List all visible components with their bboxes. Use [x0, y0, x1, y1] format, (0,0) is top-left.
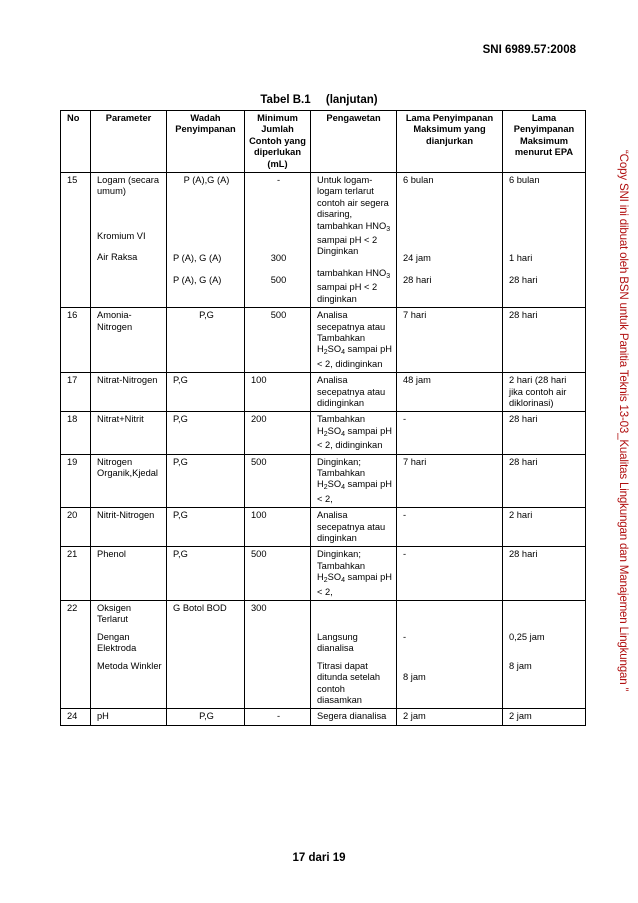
- cell-lama-epa: 2 jam: [503, 709, 586, 725]
- cell-lama-anjuran: 2 jam: [397, 709, 503, 725]
- cell-pengawetan: Segera dianalisa: [311, 709, 397, 725]
- pengawetan-text-mid: SO: [327, 344, 342, 355]
- cell-no: 22: [61, 601, 91, 709]
- parameter-winkler: Metoda Winkler: [97, 660, 162, 671]
- lama-kromium: 24 jam: [403, 253, 431, 264]
- cell-pengawetan: [311, 412, 397, 454]
- table-caption-suffix: (lanjutan): [325, 94, 378, 106]
- cell-no: 19: [61, 454, 91, 508]
- subscript: 2: [323, 577, 328, 585]
- pengawetan-text-end: sampai pH < 2,: [317, 572, 392, 597]
- cell-wadah: P,G: [167, 709, 245, 725]
- pengawetan-air-raksa-text-end: sampai pH < 2 dinginkan: [317, 282, 378, 304]
- lama-air-raksa: 28 hari: [403, 274, 432, 285]
- cell-lama-epa: [503, 601, 586, 709]
- cell-parameter: Phenol: [91, 547, 167, 601]
- minimum-kromium: 300: [270, 253, 287, 264]
- cell-lama-anjuran: -: [397, 412, 503, 454]
- cell-no: 24: [61, 709, 91, 725]
- cell-wadah: P,G: [167, 454, 245, 508]
- lama-logam: 6 bulan: [403, 175, 434, 186]
- copy-watermark-text: “Copy SNI ini dibuat oleh BSN untuk Panitia Teknis 13-03_Kualitas Lingkungan dan Manajemen Lingkungan ”: [617, 150, 630, 692]
- cell-no: 18: [61, 412, 91, 454]
- epa-winkler: 8 jam: [509, 661, 532, 672]
- cell-minimum: 500: [245, 308, 311, 373]
- subscript: 3: [386, 272, 391, 280]
- table-row: [61, 373, 586, 412]
- pengawetan-text-mid: SO: [327, 425, 342, 436]
- cell-minimum: 100: [245, 373, 311, 412]
- table-row: [61, 173, 586, 308]
- subscript: 4: [341, 484, 345, 492]
- cell-lama-epa: [503, 173, 586, 308]
- pengawetan-kromium: Dinginkan: [317, 246, 359, 257]
- table-row: [61, 308, 586, 373]
- wadah-logam: P (A),G (A): [183, 175, 230, 186]
- cell-pengawetan: [311, 308, 397, 373]
- cell-parameter: Nitrit-Nitrogen: [91, 508, 167, 547]
- cell-lama-anjuran: 48 jam: [397, 373, 503, 412]
- cell-pengawetan: Analisa secepatnya atau dinginkan: [311, 508, 397, 547]
- table-row: [61, 412, 586, 454]
- pengawetan-text: Tambahkan H: [317, 414, 366, 436]
- pengawetan-logam: [317, 175, 392, 246]
- cell-minimum: [245, 173, 311, 308]
- epa-air-raksa: 28 hari: [509, 274, 538, 285]
- cell-parameter: [91, 173, 167, 308]
- subscript: 2: [323, 484, 328, 492]
- pengawetan-logam-text: Untuk logam-logam terlarut contoh air segera disaring, tambahkan HNO: [317, 175, 389, 231]
- cell-lama-anjuran: [397, 601, 503, 709]
- pengawetan-text-mid: SO: [327, 479, 342, 490]
- parameter-air-raksa: Air Raksa: [97, 252, 138, 263]
- subscript: 3: [386, 225, 391, 233]
- cell-parameter: Nitrat+Nitrit: [91, 412, 167, 454]
- cell-pengawetan: [311, 601, 397, 709]
- pengawetan-text: Dinginkan; Tambahkan H: [317, 549, 366, 583]
- cell-wadah: P,G: [167, 308, 245, 373]
- table-row: [61, 709, 586, 725]
- pengawetan-winkler: Titrasi dapat ditunda setelah contoh diasamkan: [317, 660, 381, 706]
- cell-minimum: 300: [245, 601, 311, 709]
- cell-minimum: 200: [245, 412, 311, 454]
- cell-wadah: P,G: [167, 547, 245, 601]
- cell-wadah: G Botol BOD: [167, 601, 245, 709]
- cell-no: 16: [61, 308, 91, 373]
- table-row: [61, 547, 586, 601]
- epa-elektroda: 0,25 jam: [509, 632, 545, 643]
- cell-no: 20: [61, 508, 91, 547]
- cell-minimum: -: [245, 709, 311, 725]
- wadah-kromium: P (A), G (A): [173, 253, 222, 264]
- epa-logam: 6 bulan: [509, 175, 540, 186]
- cell-parameter: [91, 601, 167, 709]
- cell-parameter: Nitrat-Nitrogen: [91, 373, 167, 412]
- cell-wadah: P,G: [167, 508, 245, 547]
- cell-lama-anjuran: -: [397, 508, 503, 547]
- table-row: [61, 601, 586, 709]
- storage-table: [60, 110, 586, 726]
- lama-winkler: 8 jam: [403, 672, 426, 683]
- cell-pengawetan: Analisa secepatnya atau didinginkan: [311, 373, 397, 412]
- wadah-air-raksa: P (A), G (A): [173, 274, 222, 285]
- epa-kromium: 1 hari: [509, 253, 533, 264]
- pengawetan-air-raksa-text: tambahkan HNO: [317, 267, 387, 278]
- subscript: 4: [341, 577, 345, 585]
- pengawetan-elektroda: Langsung dianalisa: [317, 632, 358, 654]
- cell-minimum: 500: [245, 547, 311, 601]
- cell-no: 15: [61, 173, 91, 308]
- cell-minimum: 100: [245, 508, 311, 547]
- cell-pengawetan: [311, 173, 397, 308]
- pengawetan-text: Dinginkan; Tambahkan H: [317, 456, 366, 490]
- table-caption-label: Tabel B.1: [260, 94, 311, 106]
- cell-lama-epa: 28 hari: [503, 308, 586, 373]
- cell-lama-epa: 28 hari: [503, 454, 586, 508]
- parameter-oksigen: Oksigen Terlarut: [97, 603, 132, 625]
- cell-parameter: Nitrogen Organik,Kjedal: [91, 454, 167, 508]
- cell-parameter: Amonia-Nitrogen: [91, 308, 167, 373]
- cell-pengawetan: [311, 454, 397, 508]
- minimum-air-raksa: 500: [270, 274, 287, 285]
- parameter-elektroda: Dengan Elektroda: [97, 631, 137, 654]
- parameter-kromium: Kromium VI: [97, 230, 146, 241]
- column-header-lama-epa: Lama Penyimpanan Maksimum menurut EPA: [503, 111, 586, 173]
- pengawetan-text-end: sampai pH < 2, didinginkan: [317, 425, 392, 451]
- cell-lama-epa: 28 hari: [503, 412, 586, 454]
- cell-lama-anjuran: 7 hari: [397, 454, 503, 508]
- subscript: 2: [323, 349, 328, 357]
- column-header-minimum: Minimum Jumlah Contoh yang diperlukan (mL): [245, 111, 311, 173]
- subscript: 4: [341, 349, 345, 357]
- column-header-pengawetan: Pengawetan: [311, 111, 397, 173]
- cell-parameter: pH: [91, 709, 167, 725]
- cell-wadah: P,G: [167, 412, 245, 454]
- column-header-parameter: Parameter: [91, 111, 167, 173]
- cell-no: 21: [61, 547, 91, 601]
- cell-lama-anjuran: 7 hari: [397, 308, 503, 373]
- cell-lama-epa: 2 hari (28 hari jika contoh air diklorinasi): [503, 373, 586, 412]
- minimum-logam: -: [276, 175, 281, 186]
- table-row: [61, 454, 586, 508]
- column-header-lama-anjuran: Lama Penyimpanan Maksimum yang dianjurkan: [397, 111, 503, 173]
- column-header-wadah: Wadah Penyimpanan: [167, 111, 245, 173]
- table-caption: [0, 94, 638, 106]
- cell-lama-anjuran: -: [397, 547, 503, 601]
- pengawetan-air-raksa: [317, 268, 392, 305]
- column-header-no: No: [61, 111, 91, 173]
- pengawetan-text-end: sampai pH < 2,: [317, 479, 392, 504]
- pengawetan-logam-text-end: sampai pH < 2: [317, 235, 378, 246]
- subscript: 4: [341, 430, 345, 438]
- table-header-row: [61, 111, 586, 173]
- parameter-logam: Logam (secara umum): [97, 175, 160, 197]
- pengawetan-text-end: sampai pH < 2, didinginkan: [317, 344, 392, 369]
- cell-pengawetan: [311, 547, 397, 601]
- cell-lama-epa: 2 hari: [503, 508, 586, 547]
- subscript: 2: [323, 430, 328, 438]
- pengawetan-text-mid: SO: [327, 572, 342, 583]
- cell-minimum: 500: [245, 454, 311, 508]
- pengawetan-text: Analisa secepatnya atau Tambahkan H: [317, 310, 386, 355]
- page-number: 17 dari 19: [292, 852, 346, 864]
- copy-watermark: [612, 150, 632, 710]
- cell-wadah: [167, 173, 245, 308]
- lama-elektroda: -: [403, 632, 407, 643]
- table-row: [61, 508, 586, 547]
- cell-lama-epa: 28 hari: [503, 547, 586, 601]
- cell-lama-anjuran: [397, 173, 503, 308]
- cell-no: 17: [61, 373, 91, 412]
- cell-wadah: P,G: [167, 373, 245, 412]
- document-code: SNI 6989.57:2008: [482, 44, 576, 56]
